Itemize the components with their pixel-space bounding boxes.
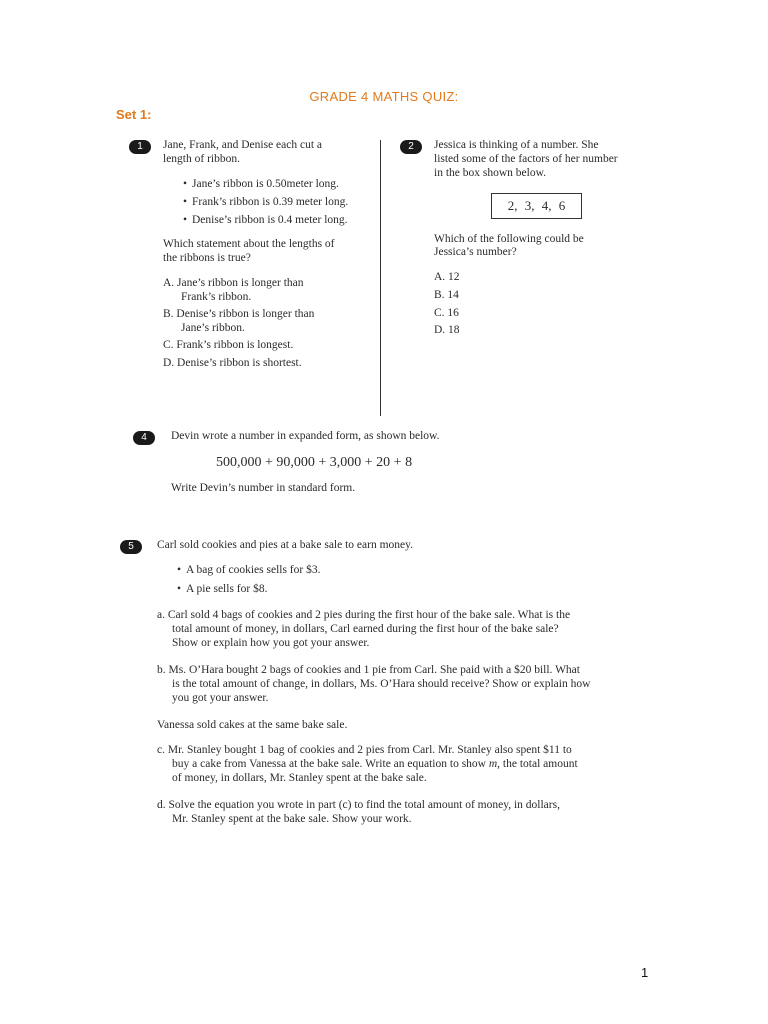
q5-part-c-line2-start: buy a cake from Vanessa at the bake sale. Write an equation to show [172, 758, 489, 770]
q5-vanessa-line: Vanessa sold cakes at the same bake sale. [157, 719, 348, 731]
q1-option-b-line2: Jane’s ribbon. [181, 322, 245, 334]
q2-question-line1: Which of the following could be [434, 233, 584, 245]
question-1-badge: 1 [129, 140, 151, 154]
q5-part-b-line3: you got your answer. [172, 692, 269, 704]
question-2-badge: 2 [400, 140, 422, 154]
q1-option-d: D. Denise’s ribbon is shortest. [163, 357, 302, 369]
column-divider [380, 140, 381, 416]
q1-bullet-frank: • Frank’s ribbon is 0.39 meter long. [192, 195, 348, 209]
question-4-badge: 4 [133, 431, 155, 445]
q5-bullet-cookies: • A bag of cookies sells for $3. [186, 563, 320, 577]
q5-part-b-line1: b. Ms. O’Hara bought 2 bags of cookies and 1 pie from Carl. She paid with a $20 bill. What [157, 664, 580, 676]
q1-stem-line1: Jane, Frank, and Denise each cut a [163, 139, 323, 151]
q2-option-c: C. 16 [434, 307, 459, 319]
q2-stem-line2: listed some of the factors of her number [434, 153, 618, 165]
quiz-title: GRADE 4 MATHS QUIZ: [309, 89, 459, 104]
q5-part-c-line3: of money, in dollars, Mr. Stanley spent at the bake sale. [172, 772, 427, 784]
q1-option-a-line2: Frank’s ribbon. [181, 291, 252, 303]
q5-part-c-line1: c. Mr. Stanley bought 1 bag of cookies and 2 pies from Carl. Mr. Stanley also spent $11 to [157, 744, 572, 756]
q5-part-c-line2 [172, 757, 578, 771]
page-number: 1 [641, 965, 649, 980]
question-5-badge: 5 [120, 540, 142, 554]
q5-part-c-line2-end: , the total amount [497, 758, 578, 770]
q5-part-a-line3: Show or explain how you got your answer. [172, 637, 370, 649]
q5-part-d-line2: Mr. Stanley spent at the bake sale. Show your work. [172, 813, 412, 825]
q2-stem-line3: in the box shown below. [434, 167, 547, 179]
q1-bullet-denise: • Denise’s ribbon is 0.4 meter long. [192, 213, 348, 227]
q1-stem-line2: length of ribbon. [163, 153, 240, 165]
q4-stem: Devin wrote a number in expanded form, as shown below. [171, 430, 440, 442]
q5-bullet-pie: • A pie sells for $8. [186, 582, 267, 596]
q4-prompt: Write Devin’s number in standard form. [171, 482, 356, 494]
q2-option-d: D. 18 [434, 324, 460, 336]
q2-stem-line1: Jessica is thinking of a number. She [434, 139, 599, 151]
q4-expanded-form: 500,000 + 90,000 + 3,000 + 20 + 8 [216, 455, 413, 470]
q1-option-c: C. Frank’s ribbon is longest. [163, 339, 294, 351]
q1-question-line1: Which statement about the lengths of [163, 238, 335, 250]
q2-option-b: B. 14 [434, 289, 459, 301]
q2-question-line2: Jessica’s number? [434, 246, 517, 258]
q1-bullet-jane: • Jane’s ribbon is 0.50meter long. [192, 177, 339, 191]
q1-option-b-line1: B. Denise’s ribbon is longer than [163, 308, 315, 320]
factors-box: 2, 3, 4, 6 [491, 193, 582, 219]
q1-question-line2: the ribbons is true? [163, 252, 251, 264]
q5-part-a-line2: total amount of money, in dollars, Carl earned during the first hour of the bake sale? [172, 623, 559, 635]
q5-part-a-line1: a. Carl sold 4 bags of cookies and 2 pies during the first hour of the bake sale. What is the [157, 609, 571, 621]
variable-m: m [488, 758, 498, 770]
q5-part-d-line1: d. Solve the equation you wrote in part (c) to find the total amount of money, in dollars, [157, 799, 560, 811]
q5-stem: Carl sold cookies and pies at a bake sale to earn money. [157, 539, 414, 551]
q1-option-a-line1: A. Jane’s ribbon is longer than [163, 277, 304, 289]
q5-part-b-line2: is the total amount of change, in dollars, Ms. O’Hara should receive? Show or explain how [172, 678, 591, 690]
q2-option-a: A. 12 [434, 271, 460, 283]
set-label: Set 1: [116, 107, 152, 122]
